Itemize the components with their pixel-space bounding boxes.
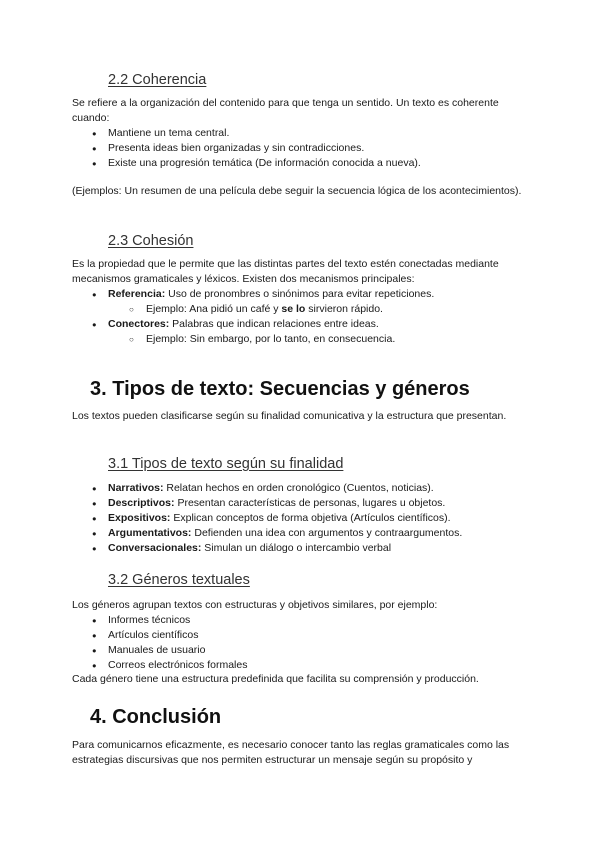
cohesion-intro: Es la propiedad que le permite que las distintas partes del texto estén conectadas mediante mecanismos gramaticales y léxicos. Existen dos mecanismos principales: (72, 258, 499, 285)
type-term: Narrativos: (108, 482, 164, 494)
list-item (92, 511, 462, 526)
type-term: Conversacionales: (108, 542, 202, 554)
referencia-text: Uso de pronombres o sinónimos para evitar repeticiones. (165, 288, 435, 300)
sub-list-item: ○ Ejemplo: Sin embargo, por lo tanto, en consecuencia. (108, 332, 434, 347)
list-item-referencia (92, 287, 434, 317)
heading-coherencia: 2.2 Coherencia (108, 72, 207, 88)
type-term: Expositivos: (108, 512, 171, 524)
term-conectores: Conectores: (108, 318, 170, 330)
genres-list (92, 613, 247, 673)
coherencia-example: (Ejemplos: Un resumen de una película debe seguir la secuencia lógica de los acontecimientos). (72, 185, 522, 197)
conectores-sublist (108, 332, 434, 347)
list-item-conectores (92, 317, 434, 347)
list-item (92, 526, 462, 541)
example-text: sirvieron rápido. (305, 303, 383, 315)
type-term: Argumentativos: (108, 527, 192, 539)
list-item: ● Presenta ideas bien organizadas y sin contradicciones. (92, 141, 421, 156)
example-bold: se lo (281, 303, 306, 315)
conclusion-text: Para comunicarnos eficazmente, es necesario conocer tanto las reglas gramaticales como las estrategias discursivas que nos permiten estructurar un mensaje según su propósito y (72, 739, 510, 766)
coherencia-list (92, 126, 421, 171)
list-item: ● Artículos científicos (92, 628, 247, 643)
coherencia-intro: Se refiere a la organización del contenido para que tenga un sentido. Un texto es coherente cuando: (72, 97, 499, 124)
heading-cohesion: 2.3 Cohesión (108, 233, 194, 249)
term-referencia: Referencia: (108, 288, 166, 300)
type-text: Defienden una idea con argumentos y contraargumentos. (191, 527, 463, 539)
list-item: ● Informes técnicos (92, 613, 247, 628)
type-text: Presentan características de personas, lugares u objetos. (174, 497, 446, 509)
list-item: ● Existe una progresión temática (De información conocida a nueva). (92, 156, 421, 171)
type-text: Simulan un diálogo o intercambio verbal (201, 542, 392, 554)
cohesion-list (92, 287, 434, 347)
list-item (92, 481, 462, 496)
conectores-text: Palabras que indican relaciones entre ideas. (169, 318, 379, 330)
heading-section-4: 4. Conclusión (90, 706, 222, 728)
section3-intro: Los textos pueden clasificarse según su finalidad comunicativa y la estructura que presentan. (72, 410, 507, 422)
heading-tipos-finalidad: 3.1 Tipos de texto según su finalidad (108, 456, 344, 472)
heading-section-3: 3. Tipos de texto: Secuencias y géneros (90, 378, 470, 400)
example-text: Ejemplo: Ana pidió un café y (146, 303, 282, 315)
list-item: ● Correos electrónicos formales (92, 658, 247, 673)
types-list (92, 481, 462, 556)
list-item (92, 541, 462, 556)
type-text: Explican conceptos de forma objetiva (Artículos científicos). (170, 512, 451, 524)
heading-generos: 3.2 Géneros textuales (108, 572, 250, 588)
sub-list-item (108, 302, 434, 317)
type-text: Relatan hechos en orden cronológico (Cuentos, noticias). (163, 482, 434, 494)
type-term: Descriptivos: (108, 497, 175, 509)
referencia-sublist (108, 302, 434, 317)
list-item: ● Mantiene un tema central. (92, 126, 421, 141)
list-item: ● Manuales de usuario (92, 643, 247, 658)
generos-intro: Los géneros agrupan textos con estructuras y objetivos similares, por ejemplo: (72, 599, 438, 611)
generos-outro: Cada género tiene una estructura predefinida que facilita su comprensión y producción. (72, 673, 479, 685)
list-item (92, 496, 462, 511)
